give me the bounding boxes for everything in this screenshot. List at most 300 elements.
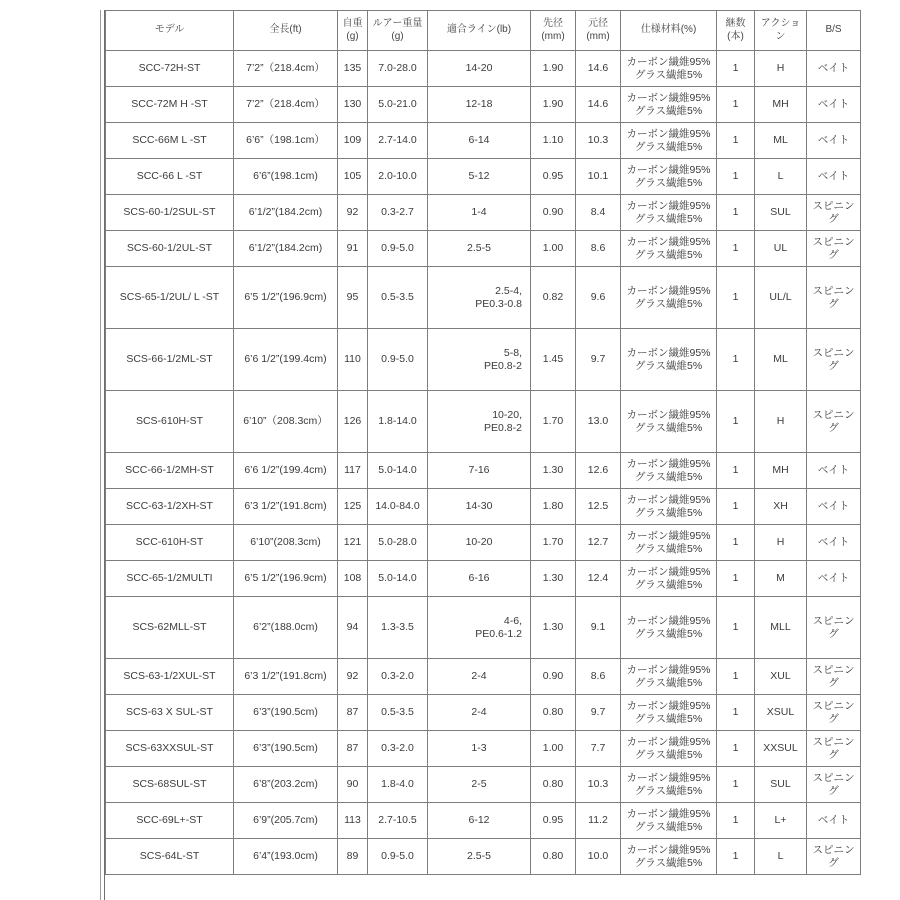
cell-total-length: 6’3 1/2”(191.8cm) — [234, 489, 338, 525]
material-glass: グラス繊維5% — [634, 104, 703, 117]
cell-sections: 1 — [717, 803, 755, 839]
cell-lure-weight: 0.9-5.0 — [368, 231, 428, 267]
cell-line-rating — [428, 767, 531, 803]
table-row — [106, 525, 861, 561]
cell-line-rating — [428, 659, 531, 695]
cell-rod-weight: 94 — [338, 597, 368, 659]
cell-butt-diameter: 11.2 — [576, 803, 621, 839]
cell-sections: 1 — [717, 839, 755, 875]
cell-sections: 1 — [717, 597, 755, 659]
column-header-unit: (mm) — [541, 30, 565, 42]
material-carbon: カーボン繊維95% — [626, 771, 711, 784]
cell-tip-diameter: 1.30 — [531, 597, 576, 659]
cell-model: SCC-65-1/2MULTI — [106, 561, 234, 597]
line-rating-pe: PE0.6-1.2 — [475, 627, 522, 640]
table-row — [106, 597, 861, 659]
column-header-label: モデル — [154, 24, 185, 36]
material-glass: グラス繊維5% — [634, 506, 703, 519]
line-rating-primary: 10-20, — [492, 408, 522, 421]
cell-lure-weight: 1.3-3.5 — [368, 597, 428, 659]
material-carbon: カーボン繊維95% — [626, 735, 711, 748]
line-rating-primary: 2-5 — [471, 778, 487, 791]
column-header-label: 仕様材料(%) — [640, 24, 697, 36]
cell-tip-diameter: 1.90 — [531, 87, 576, 123]
cell-action: L — [755, 159, 807, 195]
cell-bait-spin: スピニング — [807, 231, 861, 267]
cell-tip-diameter: 1.10 — [531, 123, 576, 159]
cell-total-length: 6’5 1/2”(196.9cm) — [234, 267, 338, 329]
cell-line-rating — [428, 489, 531, 525]
cell-total-length: 6’2”(188.0cm) — [234, 597, 338, 659]
cell-lure-weight: 7.0-28.0 — [368, 51, 428, 87]
cell-model: SCS-610H-ST — [106, 391, 234, 453]
cell-bait-spin: スピニング — [807, 695, 861, 731]
cell-action: MH — [755, 453, 807, 489]
cell-rod-weight: 110 — [338, 329, 368, 391]
cell-lure-weight: 2.0-10.0 — [368, 159, 428, 195]
material-glass: グラス繊維5% — [634, 176, 703, 189]
cell-material — [621, 231, 717, 267]
cell-sections: 1 — [717, 767, 755, 803]
cell-material — [621, 803, 717, 839]
cell-bait-spin: ベイト — [807, 123, 861, 159]
cell-line-rating — [428, 329, 531, 391]
line-rating-primary: 2-4 — [471, 706, 487, 719]
cell-model: SCS-60-1/2SUL-ST — [106, 195, 234, 231]
material-carbon: カーボン繊維95% — [626, 199, 711, 212]
cell-butt-diameter: 10.3 — [576, 767, 621, 803]
cell-material — [621, 525, 717, 561]
cell-bait-spin: ベイト — [807, 453, 861, 489]
line-rating-primary: 2.5-5 — [467, 242, 491, 255]
cell-butt-diameter: 8.4 — [576, 195, 621, 231]
table-row — [106, 489, 861, 525]
cell-rod-weight: 92 — [338, 195, 368, 231]
cell-butt-diameter: 8.6 — [576, 231, 621, 267]
cell-line-rating — [428, 803, 531, 839]
cell-tip-diameter: 1.70 — [531, 391, 576, 453]
table-row — [106, 329, 861, 391]
material-glass: グラス繊維5% — [634, 297, 703, 310]
material-carbon: カーボン繊維95% — [626, 699, 711, 712]
cell-butt-diameter: 9.7 — [576, 329, 621, 391]
cell-bait-spin: スピニング — [807, 767, 861, 803]
cell-sections: 1 — [717, 51, 755, 87]
cell-tip-diameter: 0.80 — [531, 767, 576, 803]
cell-material — [621, 329, 717, 391]
cell-rod-weight: 108 — [338, 561, 368, 597]
cell-butt-diameter: 9.7 — [576, 695, 621, 731]
cell-material — [621, 839, 717, 875]
line-rating-primary: 5-8, — [503, 346, 522, 359]
material-glass: グラス繊維5% — [634, 248, 703, 261]
cell-sections: 1 — [717, 231, 755, 267]
cell-tip-diameter: 1.90 — [531, 51, 576, 87]
cell-action: M — [755, 561, 807, 597]
line-rating-primary: 14-30 — [465, 500, 493, 513]
cell-line-rating — [428, 453, 531, 489]
material-glass: グラス繊維5% — [634, 627, 703, 640]
table-row — [106, 803, 861, 839]
cell-rod-weight: 95 — [338, 267, 368, 329]
material-glass: グラス繊維5% — [634, 359, 703, 372]
cell-bait-spin: スピニング — [807, 195, 861, 231]
column-header-sections — [717, 11, 755, 51]
table-row — [106, 123, 861, 159]
cell-bait-spin: ベイト — [807, 51, 861, 87]
cell-lure-weight: 0.5-3.5 — [368, 695, 428, 731]
cell-lure-weight: 0.5-3.5 — [368, 267, 428, 329]
cell-model: SCS-60-1/2UL-ST — [106, 231, 234, 267]
cell-tip-diameter: 0.95 — [531, 159, 576, 195]
cell-model: SCS-63-1/2XUL-ST — [106, 659, 234, 695]
cell-butt-diameter: 10.3 — [576, 123, 621, 159]
cell-action: H — [755, 391, 807, 453]
cell-lure-weight: 0.3-2.0 — [368, 659, 428, 695]
cell-butt-diameter: 13.0 — [576, 391, 621, 453]
material-glass: グラス繊維5% — [634, 712, 703, 725]
cell-line-rating — [428, 87, 531, 123]
cell-rod-weight: 91 — [338, 231, 368, 267]
cell-rod-weight: 130 — [338, 87, 368, 123]
cell-lure-weight: 0.9-5.0 — [368, 329, 428, 391]
cell-total-length: 6’3”(190.5cm) — [234, 731, 338, 767]
cell-material — [621, 195, 717, 231]
table-header — [106, 11, 861, 51]
line-rating-pe: PE0.8-2 — [484, 421, 522, 434]
cell-model: SCS-64L-ST — [106, 839, 234, 875]
column-header-label: 自重 — [342, 18, 363, 30]
column-header-tip — [531, 11, 576, 51]
cell-sections: 1 — [717, 525, 755, 561]
cell-sections: 1 — [717, 159, 755, 195]
material-carbon: カーボン繊維95% — [626, 127, 711, 140]
column-header-label: 先径 — [543, 18, 563, 30]
cell-tip-diameter: 0.95 — [531, 803, 576, 839]
spec-table-container — [105, 10, 855, 875]
cell-rod-weight: 135 — [338, 51, 368, 87]
cell-bait-spin: ベイト — [807, 87, 861, 123]
cell-lure-weight: 5.0-21.0 — [368, 87, 428, 123]
cell-bait-spin: ベイト — [807, 525, 861, 561]
table-row — [106, 267, 861, 329]
cell-lure-weight: 0.3-2.0 — [368, 731, 428, 767]
cell-model: SCS-63 X SUL-ST — [106, 695, 234, 731]
cell-rod-weight: 90 — [338, 767, 368, 803]
cell-action: H — [755, 51, 807, 87]
cell-action: XSUL — [755, 695, 807, 731]
cell-material — [621, 159, 717, 195]
cell-model: SCC-63-1/2XH-ST — [106, 489, 234, 525]
cell-line-rating — [428, 51, 531, 87]
cell-rod-weight: 121 — [338, 525, 368, 561]
cell-sections: 1 — [717, 267, 755, 329]
cell-lure-weight: 5.0-28.0 — [368, 525, 428, 561]
column-header-material — [621, 11, 717, 51]
cell-sections: 1 — [717, 489, 755, 525]
material-glass: グラス繊維5% — [634, 784, 703, 797]
cell-bait-spin: ベイト — [807, 489, 861, 525]
cell-material — [621, 659, 717, 695]
cell-butt-diameter: 14.6 — [576, 87, 621, 123]
column-header-model — [106, 11, 234, 51]
cell-bait-spin: スピニング — [807, 731, 861, 767]
cell-material — [621, 695, 717, 731]
cell-rod-weight: 126 — [338, 391, 368, 453]
cell-bait-spin: スピニング — [807, 839, 861, 875]
cell-tip-diameter: 1.00 — [531, 231, 576, 267]
cell-line-rating — [428, 231, 531, 267]
cell-bait-spin: ベイト — [807, 561, 861, 597]
material-glass: グラス繊維5% — [634, 140, 703, 153]
material-carbon: カーボン繊維95% — [626, 493, 711, 506]
cell-material — [621, 51, 717, 87]
table-row — [106, 561, 861, 597]
material-carbon: カーボン繊維95% — [626, 55, 711, 68]
cell-butt-diameter: 12.4 — [576, 561, 621, 597]
material-glass: グラス繊維5% — [634, 856, 703, 869]
column-header-unit: (g) — [346, 30, 359, 42]
cell-lure-weight: 5.0-14.0 — [368, 561, 428, 597]
table-row — [106, 87, 861, 123]
material-glass: グラス繊維5% — [634, 578, 703, 591]
material-glass: グラス繊維5% — [634, 676, 703, 689]
table-row — [106, 731, 861, 767]
column-header-action — [755, 11, 807, 51]
cell-total-length: 6’8”(203.2cm) — [234, 767, 338, 803]
cell-tip-diameter: 1.80 — [531, 489, 576, 525]
column-header-label: 継数(本) — [725, 18, 746, 42]
cell-rod-weight: 113 — [338, 803, 368, 839]
cell-sections: 1 — [717, 561, 755, 597]
cell-line-rating — [428, 731, 531, 767]
cell-material — [621, 597, 717, 659]
cell-line-rating — [428, 195, 531, 231]
cell-tip-diameter: 0.80 — [531, 695, 576, 731]
table-row — [106, 159, 861, 195]
cell-action: UL/L — [755, 267, 807, 329]
table-row — [106, 453, 861, 489]
cell-butt-diameter: 7.7 — [576, 731, 621, 767]
column-header-label: アクション — [760, 18, 801, 42]
cell-rod-weight: 105 — [338, 159, 368, 195]
cell-sections: 1 — [717, 87, 755, 123]
cell-bait-spin: ベイト — [807, 803, 861, 839]
cell-sections: 1 — [717, 391, 755, 453]
cell-line-rating — [428, 159, 531, 195]
cell-bait-spin: ベイト — [807, 159, 861, 195]
cell-action: MH — [755, 87, 807, 123]
cell-model: SCC-72H-ST — [106, 51, 234, 87]
material-carbon: カーボン繊維95% — [626, 457, 711, 470]
cell-total-length: 6’3 1/2”(191.8cm) — [234, 659, 338, 695]
cell-butt-diameter: 12.7 — [576, 525, 621, 561]
material-carbon: カーボン繊維95% — [626, 614, 711, 627]
cell-material — [621, 489, 717, 525]
cell-sections: 1 — [717, 659, 755, 695]
cell-material — [621, 767, 717, 803]
table-body — [106, 51, 861, 875]
header-row — [106, 11, 861, 51]
cell-tip-diameter: 1.45 — [531, 329, 576, 391]
cell-total-length: 6’1/2”(184.2cm) — [234, 231, 338, 267]
cell-bait-spin: スピニング — [807, 267, 861, 329]
cell-line-rating — [428, 597, 531, 659]
material-carbon: カーボン繊維95% — [626, 807, 711, 820]
material-glass: グラス繊維5% — [634, 212, 703, 225]
cell-sections: 1 — [717, 453, 755, 489]
cell-rod-weight: 87 — [338, 731, 368, 767]
cell-total-length: 6’6 1/2”(199.4cm) — [234, 329, 338, 391]
line-rating-primary: 1-3 — [471, 742, 487, 755]
cell-total-length: 6’10”（208.3cm） — [234, 391, 338, 453]
cell-action: ML — [755, 329, 807, 391]
cell-rod-weight: 92 — [338, 659, 368, 695]
column-header-unit: (mm) — [586, 30, 610, 42]
cell-sections: 1 — [717, 695, 755, 731]
line-rating-primary: 6-14 — [468, 134, 490, 147]
line-rating-primary: 2.5-4, — [495, 284, 522, 297]
line-rating-pe: PE0.8-2 — [484, 359, 522, 372]
cell-tip-diameter: 0.90 — [531, 195, 576, 231]
cell-action: XUL — [755, 659, 807, 695]
material-glass: グラス繊維5% — [634, 421, 703, 434]
line-rating-primary: 5-12 — [468, 170, 490, 183]
material-carbon: カーボン繊維95% — [626, 91, 711, 104]
table-row — [106, 51, 861, 87]
material-carbon: カーボン繊維95% — [626, 284, 711, 297]
line-rating-primary: 1-4 — [471, 206, 487, 219]
cell-lure-weight: 1.8-14.0 — [368, 391, 428, 453]
cell-model: SCC-610H-ST — [106, 525, 234, 561]
cell-tip-diameter: 0.80 — [531, 839, 576, 875]
rod-specification-table — [105, 10, 861, 875]
table-row — [106, 195, 861, 231]
cell-model: SCC-72M H -ST — [106, 87, 234, 123]
cell-material — [621, 267, 717, 329]
cell-butt-diameter: 12.6 — [576, 453, 621, 489]
cell-action: XXSUL — [755, 731, 807, 767]
cell-rod-weight: 109 — [338, 123, 368, 159]
cell-line-rating — [428, 695, 531, 731]
cell-material — [621, 453, 717, 489]
cell-model: SCC-69L+-ST — [106, 803, 234, 839]
cell-lure-weight: 1.8-4.0 — [368, 767, 428, 803]
material-glass: グラス繊維5% — [634, 820, 703, 833]
cell-total-length: 6’6”（198.1cm） — [234, 123, 338, 159]
cell-tip-diameter: 1.00 — [531, 731, 576, 767]
cell-action: SUL — [755, 195, 807, 231]
cell-line-rating — [428, 267, 531, 329]
cell-model: SCS-66-1/2ML-ST — [106, 329, 234, 391]
cell-material — [621, 561, 717, 597]
column-header-bs — [807, 11, 861, 51]
material-carbon: カーボン繊維95% — [626, 408, 711, 421]
cell-model: SCS-63XXSUL-ST — [106, 731, 234, 767]
cell-bait-spin: スピニング — [807, 597, 861, 659]
line-rating-primary: 7-16 — [468, 464, 490, 477]
cell-action: L — [755, 839, 807, 875]
cell-material — [621, 391, 717, 453]
cell-total-length: 6’10”(208.3cm) — [234, 525, 338, 561]
table-row — [106, 767, 861, 803]
cell-butt-diameter: 9.6 — [576, 267, 621, 329]
line-rating-primary: 2.5-5 — [467, 850, 491, 863]
cell-line-rating — [428, 123, 531, 159]
cell-material — [621, 87, 717, 123]
material-carbon: カーボン繊維95% — [626, 843, 711, 856]
cell-butt-diameter: 10.1 — [576, 159, 621, 195]
cell-line-rating — [428, 525, 531, 561]
cell-bait-spin: スピニング — [807, 659, 861, 695]
table-row — [106, 695, 861, 731]
material-carbon: カーボン繊維95% — [626, 529, 711, 542]
cell-sections: 1 — [717, 731, 755, 767]
material-glass: グラス繊維5% — [634, 748, 703, 761]
column-header-length — [234, 11, 338, 51]
line-rating-primary: 6-16 — [468, 572, 490, 585]
material-carbon: カーボン繊維95% — [626, 163, 711, 176]
cell-rod-weight: 87 — [338, 695, 368, 731]
cell-total-length: 6’9”(205.7cm) — [234, 803, 338, 839]
cell-model: SCS-68SUL-ST — [106, 767, 234, 803]
cell-line-rating — [428, 839, 531, 875]
cell-model: SCS-62MLL-ST — [106, 597, 234, 659]
cell-action: SUL — [755, 767, 807, 803]
cell-tip-diameter: 0.82 — [531, 267, 576, 329]
cell-tip-diameter: 1.30 — [531, 453, 576, 489]
cell-bait-spin: スピニング — [807, 391, 861, 453]
material-glass: グラス繊維5% — [634, 470, 703, 483]
cell-tip-diameter: 0.90 — [531, 659, 576, 695]
cell-total-length: 7’2”（218.4cm） — [234, 87, 338, 123]
cell-butt-diameter: 9.1 — [576, 597, 621, 659]
cell-butt-diameter: 8.6 — [576, 659, 621, 695]
cell-total-length: 6’1/2”(184.2cm) — [234, 195, 338, 231]
line-rating-primary: 2-4 — [471, 670, 487, 683]
column-header-label: B/S — [825, 24, 842, 36]
column-header-line — [428, 11, 531, 51]
line-rating-primary: 12-18 — [465, 98, 493, 111]
cell-lure-weight: 0.3-2.7 — [368, 195, 428, 231]
cell-model: SCC-66-1/2MH-ST — [106, 453, 234, 489]
cell-model: SCS-65-1/2UL/ L -ST — [106, 267, 234, 329]
column-header-label: 全長(ft) — [269, 24, 302, 36]
column-header-label: ルアー重量(g) — [372, 18, 423, 42]
line-rating-primary: 4-6, — [503, 614, 522, 627]
cell-butt-diameter: 12.5 — [576, 489, 621, 525]
cell-rod-weight: 117 — [338, 453, 368, 489]
cell-tip-diameter: 1.70 — [531, 525, 576, 561]
cell-line-rating — [428, 561, 531, 597]
table-row — [106, 659, 861, 695]
material-carbon: カーボン繊維95% — [626, 235, 711, 248]
cell-action: XH — [755, 489, 807, 525]
cell-total-length: 6’6 1/2”(199.4cm) — [234, 453, 338, 489]
cell-model: SCC-66 L -ST — [106, 159, 234, 195]
material-glass: グラス繊維5% — [634, 542, 703, 555]
cell-total-length: 7’2”（218.4cm） — [234, 51, 338, 87]
cell-lure-weight: 0.9-5.0 — [368, 839, 428, 875]
cell-butt-diameter: 10.0 — [576, 839, 621, 875]
cell-action: UL — [755, 231, 807, 267]
cell-action: ML — [755, 123, 807, 159]
material-carbon: カーボン繊維95% — [626, 565, 711, 578]
cell-line-rating — [428, 391, 531, 453]
cell-lure-weight: 14.0-84.0 — [368, 489, 428, 525]
material-carbon: カーボン繊維95% — [626, 346, 711, 359]
line-rating-primary: 14-20 — [465, 62, 493, 75]
